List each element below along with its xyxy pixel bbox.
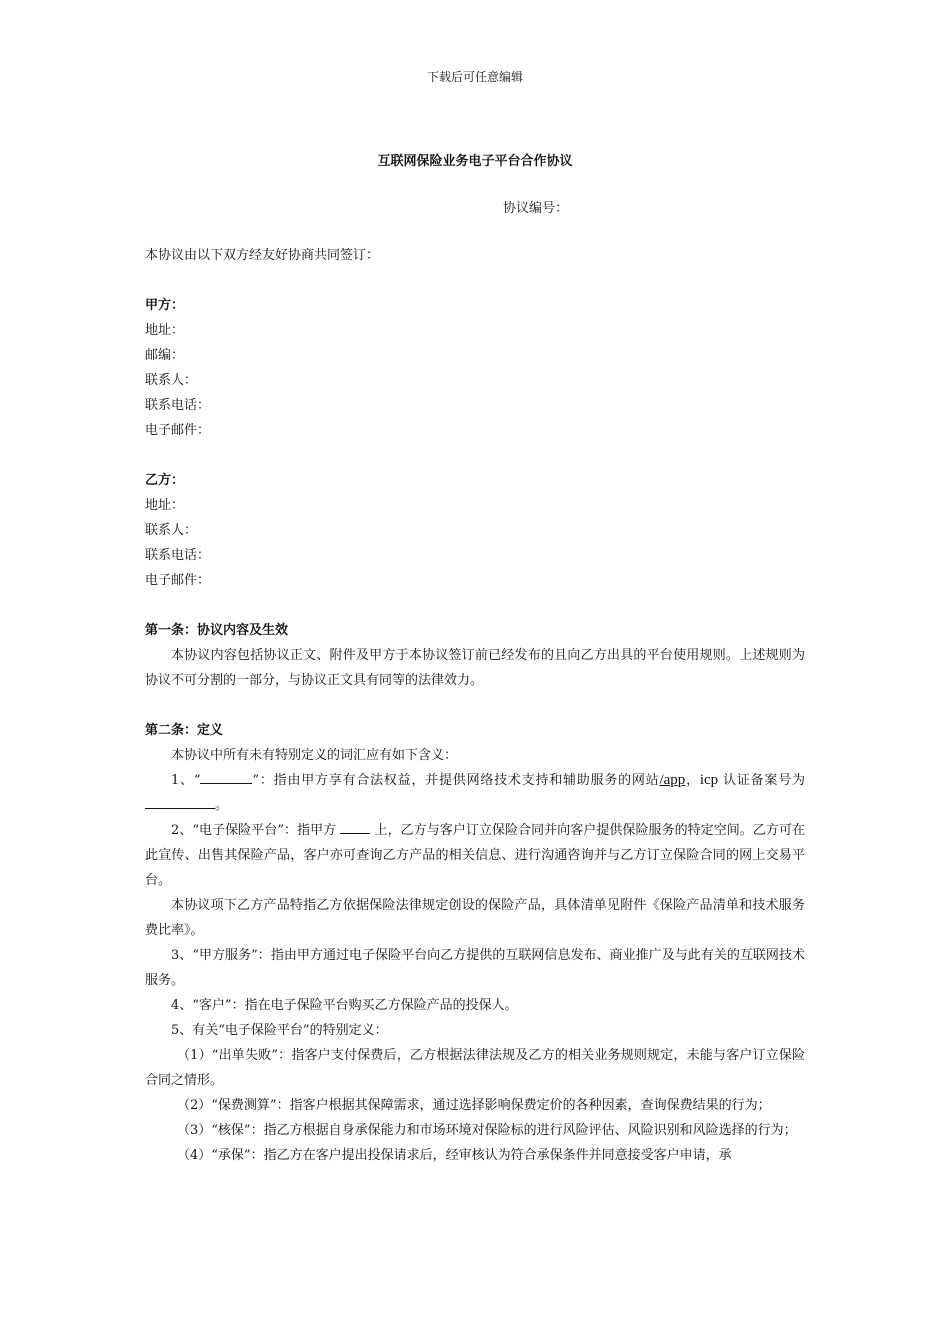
party-b-address-label: 地址：: [145, 498, 185, 513]
definition-item-2-text: 上，乙方与客户订立保险合同并向客户提供保险服务的特定空间。乙方可在此宣传、出售其保险产品，客户亦可查询乙方产品的相关信息、进行沟通咨询并与乙方订立保险合同的网上交易平台。: [145, 823, 805, 888]
definition-item-5: 5、有关“电子保险平台”的特别定义：: [171, 1023, 388, 1038]
platform-site-blank: [340, 819, 370, 834]
article-2-intro: 本协议中所有未有特别定义的词汇应有如下含义：: [171, 748, 458, 763]
app-text: /app: [659, 772, 686, 788]
party-a-postcode-label: 邮编：: [145, 348, 185, 363]
sub-definition-2: （2）“保费测算”：指客户根据其保障需求，通过选择影响保费定价的各种因素，查询保费结果的行为；: [177, 1098, 771, 1113]
agreement-number-label: 协议编号：: [503, 201, 569, 216]
sub-definition-1: （1）“出单失败”：指客户支付保费后，乙方根据法律法规及乙方的相关业务规则规定，未能与客户订立保险合同之情形。: [145, 1048, 805, 1088]
definition-item-4: 4、“客户”：指在电子保险平台购买乙方保险产品的投保人。: [171, 998, 518, 1013]
party-a-address-label: 地址：: [145, 323, 185, 338]
definition-item-1-record: 认证备案号为: [718, 773, 805, 788]
document-title: 互联网保险业务电子平台合作协议: [377, 154, 573, 169]
article-1-heading: 第一条：协议内容及生效: [145, 623, 289, 638]
definition-item-2-prefix: 2、“电子保险平台”：指甲方: [171, 823, 341, 838]
sub-definition-3: （3）“核保”：指乙方根据自身承保能力和市场环境对保险标的进行风险评估、风险识别和风险选择的行为；: [177, 1123, 797, 1138]
party-a-heading: 甲方：: [145, 298, 185, 313]
sub-definition-4: （4）“承保”：指乙方在客户提出投保请求后，经审核认为符合承保条件并同意接受客户申请，承: [177, 1148, 732, 1163]
platform-name-blank: [200, 769, 252, 784]
definition-item-1: [145, 768, 805, 818]
icp-number-blank: [145, 794, 215, 809]
definition-item-1-comma: ，: [685, 773, 700, 788]
document-body: [145, 243, 805, 1168]
party-b-contact-label: 联系人：: [145, 523, 198, 538]
article-1-body: 本协议内容包括协议正文、附件及甲方于本协议签订前已经发布的且向乙方出具的平台使用规则。上述规则为协议不可分割的一部分，与协议正文具有同等的法律效力。: [145, 648, 805, 688]
party-a-email-label: 电子邮件：: [145, 423, 211, 438]
party-a-phone-label: 联系电话：: [145, 398, 211, 413]
definition-item-1-end: 。: [215, 798, 229, 813]
header-note: 下载后可任意编辑: [426, 70, 523, 84]
definition-item-3: 3、“甲方服务”：指由甲方通过电子保险平台向乙方提供的互联网信息发布、商业推广及与此有关的互联网技术服务。: [145, 948, 805, 988]
definition-item-2: [145, 818, 805, 893]
party-b-heading: 乙方：: [145, 473, 185, 488]
party-b-phone-label: 联系电话：: [145, 548, 211, 563]
product-note: 本协议项下乙方产品特指乙方依据保险法律规定创设的保险产品，具体清单见附件《保险产品清单和技术服务费比率》。: [145, 898, 805, 938]
definition-item-1-prefix: 1、“: [171, 773, 201, 788]
definition-item-1-text: ”：指由甲方享有合法权益，并提供网络技术支持和辅助服务的网站: [252, 773, 660, 788]
icp-text: icp: [699, 772, 719, 788]
party-a-contact-label: 联系人：: [145, 373, 198, 388]
article-2-heading: 第二条：定义: [145, 723, 224, 738]
party-b-email-label: 电子邮件：: [145, 573, 211, 588]
intro-paragraph: 本协议由以下双方经友好协商共同签订：: [145, 248, 380, 263]
